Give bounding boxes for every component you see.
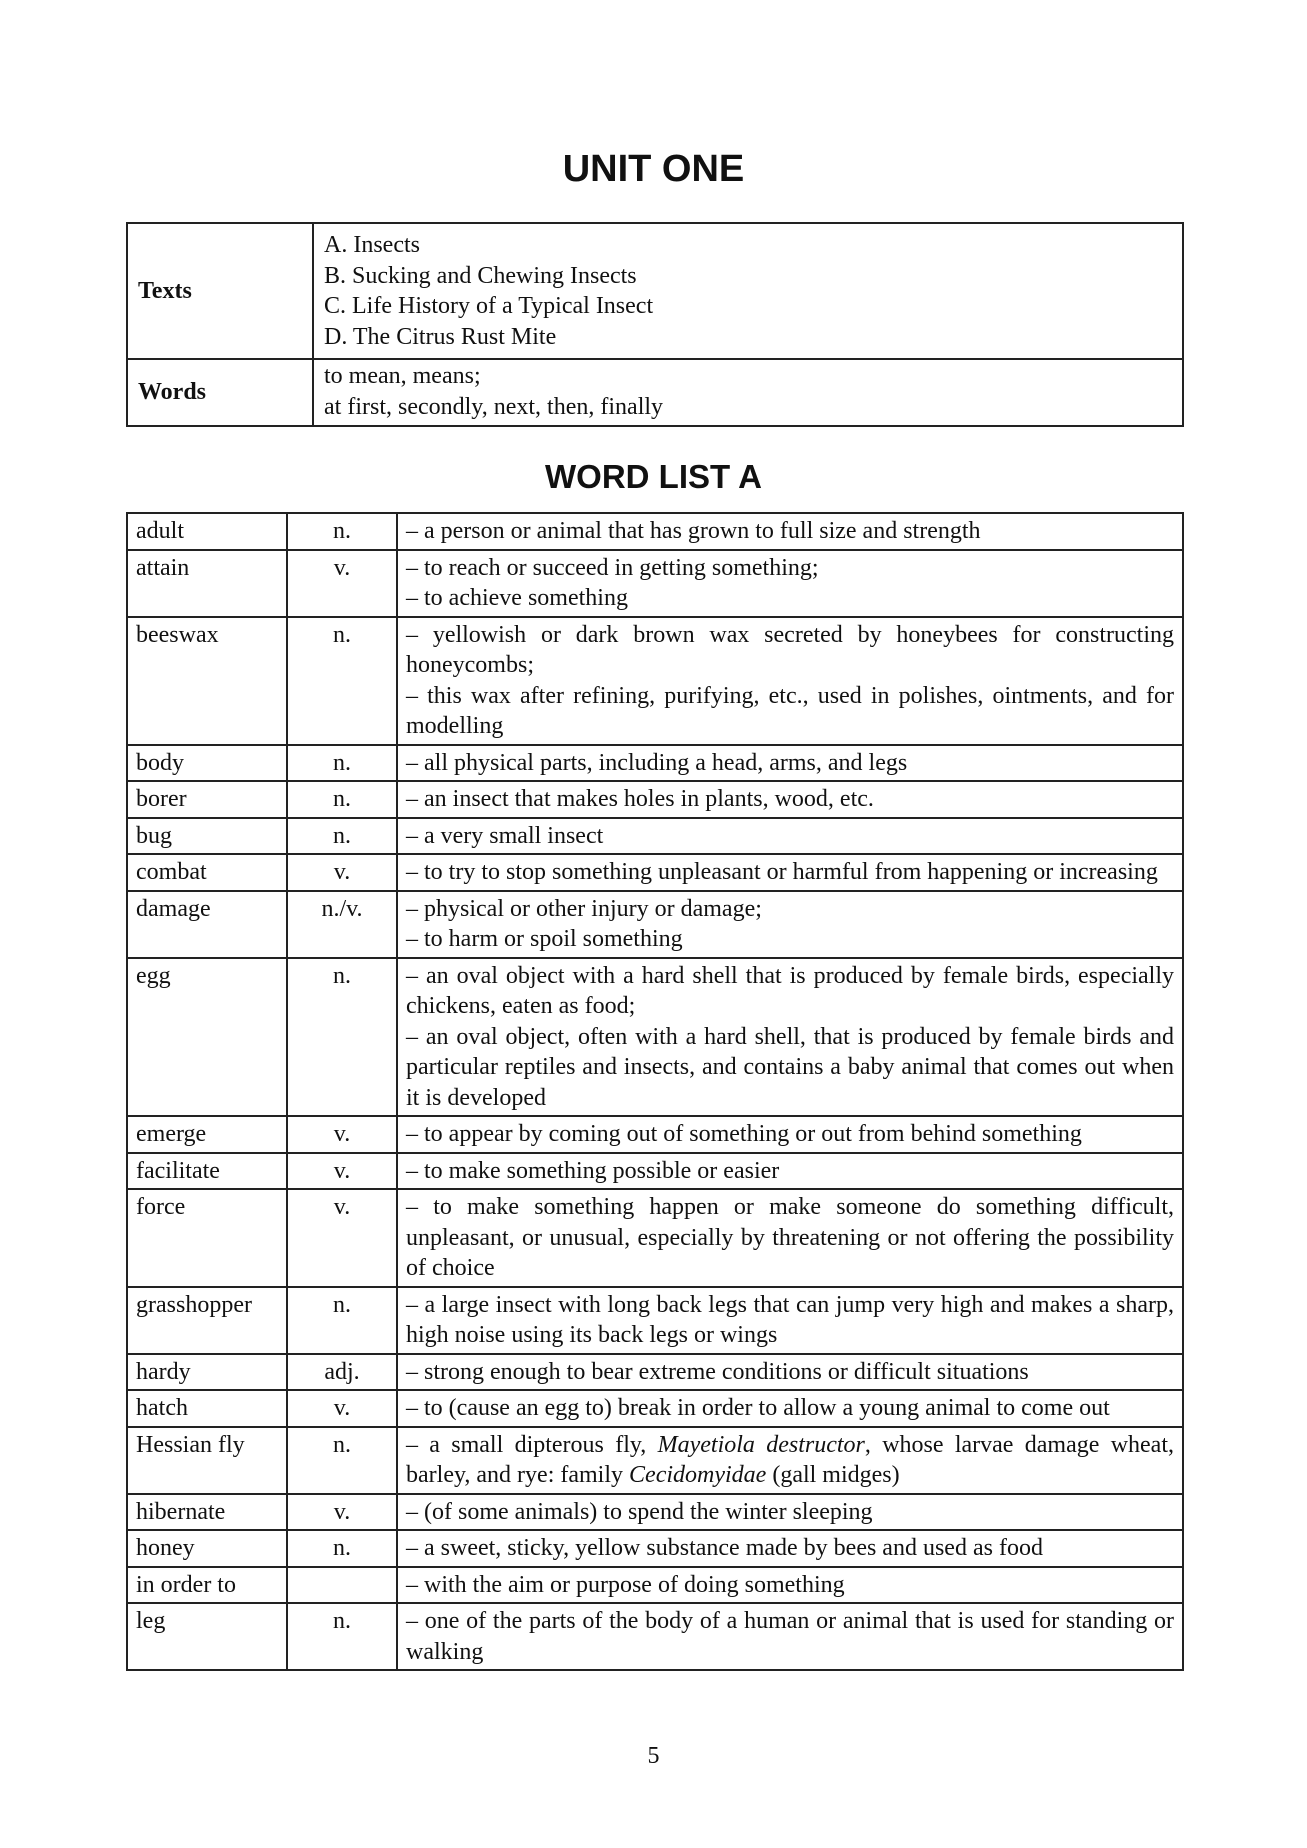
unit-overview-table (126, 222, 1184, 427)
part-of-speech-cell: n./v. (287, 891, 397, 958)
word-cell: honey (127, 1530, 287, 1567)
definition-line: – (of some animals) to spend the winter sleeping (406, 1498, 873, 1525)
text-item: C. Life History of a Typical Insect (324, 293, 654, 319)
definition-line: – physical or other injury or damage; (406, 895, 762, 922)
part-of-speech-cell: n. (287, 617, 397, 745)
table-row (127, 513, 1183, 550)
word-cell: attain (127, 550, 287, 617)
part-of-speech-cell: n. (287, 745, 397, 782)
part-of-speech-cell: v. (287, 1189, 397, 1287)
table-row (127, 1153, 1183, 1190)
table-row (127, 1189, 1183, 1287)
part-of-speech-cell: n. (287, 958, 397, 1117)
unit-title: UNIT ONE (562, 148, 745, 190)
definition-line: – all physical parts, including a head, arms, and legs (406, 749, 908, 776)
word-cell: egg (127, 958, 287, 1117)
word-cell: combat (127, 854, 287, 891)
part-of-speech-cell: n. (287, 818, 397, 855)
table-row (127, 854, 1183, 891)
table-row (127, 550, 1183, 617)
word-list-table (126, 512, 1184, 1671)
definition-line: – to make something happen or make someone do something difficult, unpleasant, or unusual, especially by threatening or not offering the possibility of choice (406, 1194, 1174, 1281)
word-cell: in order to (127, 1567, 287, 1604)
part-of-speech-cell: adj. (287, 1354, 397, 1391)
words-list (313, 359, 1183, 426)
table-row (127, 1530, 1183, 1567)
definition-cell (397, 1567, 1183, 1604)
part-of-speech-cell: v. (287, 550, 397, 617)
definition-cell (397, 1354, 1183, 1391)
part-of-speech-cell (287, 1567, 397, 1604)
texts-label: Texts (127, 223, 313, 359)
page-number: 5 (647, 1743, 660, 1769)
definition-line: – to appear by coming out of something or out from behind something (406, 1121, 1082, 1147)
definition-line: – an oval object with a hard shell that is produced by female birds, especially chickens, eaten as food; (406, 962, 1174, 1019)
word-cell: hibernate (127, 1494, 287, 1531)
definition-cell (397, 745, 1183, 782)
table-row (127, 891, 1183, 958)
definition-cell (397, 1189, 1183, 1287)
scientific-name: Cecidomyidae (629, 1462, 767, 1488)
definition-cell (397, 1153, 1183, 1190)
part-of-speech-cell: v. (287, 1116, 397, 1153)
table-row (127, 818, 1183, 855)
definition-line: – an insect that makes holes in plants, wood, etc. (406, 786, 874, 812)
definition-line (406, 1430, 1174, 1491)
definition-line: – a person or animal that has grown to full size and strength (406, 518, 981, 544)
word-cell: borer (127, 781, 287, 818)
definition-cell (397, 1530, 1183, 1567)
definition-cell (397, 818, 1183, 855)
definition-cell (397, 617, 1183, 745)
definition-line: – yellowish or dark brown wax secreted by honeybees for constructing honeycombs; (406, 621, 1174, 678)
words-row (127, 359, 1183, 426)
word-cell: body (127, 745, 287, 782)
definition-cell (397, 1427, 1183, 1494)
definition-line: – to make something possible or easier (406, 1157, 780, 1184)
definition-line: – a very small insect (406, 822, 604, 849)
part-of-speech-cell: n. (287, 513, 397, 550)
table-row (127, 1603, 1183, 1670)
definition-line: – one of the parts of the body of a human or animal that is used for standing or walking (406, 1608, 1174, 1665)
word-cell: beeswax (127, 617, 287, 745)
word-cell: force (127, 1189, 287, 1287)
part-of-speech-cell: n. (287, 1287, 397, 1354)
part-of-speech-cell: v. (287, 1153, 397, 1190)
table-row (127, 1427, 1183, 1494)
part-of-speech-cell: v. (287, 1390, 397, 1427)
definition-text: (gall midges) (766, 1462, 900, 1488)
table-row (127, 781, 1183, 818)
word-list-body (127, 513, 1183, 1670)
word-cell: adult (127, 513, 287, 550)
words-item: to mean, means; (324, 363, 481, 389)
definition-line: – with the aim or purpose of doing something (406, 1571, 845, 1598)
definition-cell (397, 1287, 1183, 1354)
definition-line: – to achieve something (406, 585, 628, 611)
definition-line: – this wax after refining, purifying, etc., used in polishes, ointments, and for modelling (406, 682, 1174, 739)
scientific-name: Mayetiola destructor (657, 1431, 865, 1458)
table-row (127, 617, 1183, 745)
definition-text: , whose larvae damage wheat, barley, and rye: family (406, 1431, 1174, 1488)
definition-cell (397, 781, 1183, 818)
word-cell: leg (127, 1603, 287, 1670)
text-item: D. The Citrus Rust Mite (324, 323, 557, 350)
table-row (127, 1494, 1183, 1531)
part-of-speech-cell: n. (287, 1603, 397, 1670)
table-row (127, 1390, 1183, 1427)
table-row (127, 1116, 1183, 1153)
part-of-speech-cell: n. (287, 781, 397, 818)
definition-cell (397, 958, 1183, 1117)
texts-row (127, 223, 1183, 359)
table-row (127, 745, 1183, 782)
definition-line: – to (cause an egg to) break in order to allow a young animal to come out (406, 1395, 1110, 1421)
table-row (127, 1567, 1183, 1604)
table-row (127, 958, 1183, 1117)
definition-cell (397, 1603, 1183, 1670)
text-item: A. Insects (324, 232, 420, 258)
definition-line: – an oval object, often with a hard shell, that is produced by female birds and particular reptiles and insects, and contains a baby animal that comes out when it is developed (406, 1023, 1174, 1111)
word-cell: facilitate (127, 1153, 287, 1190)
definition-line: – to harm or spoil something (406, 926, 683, 952)
definition-line: – to try to stop something unpleasant or harmful from happening or increasing (406, 859, 1158, 885)
definition-line: – to reach or succeed in getting something; (406, 554, 819, 581)
definition-line: – strong enough to bear extreme conditions or difficult situations (406, 1358, 1029, 1385)
part-of-speech-cell: n. (287, 1530, 397, 1567)
definition-cell (397, 854, 1183, 891)
word-cell: hatch (127, 1390, 287, 1427)
definition-text: – a small dipterous fly, (406, 1431, 658, 1458)
words-label: Words (127, 359, 313, 426)
text-item: B. Sucking and Chewing Insects (324, 262, 637, 289)
word-cell: emerge (127, 1116, 287, 1153)
definition-cell (397, 550, 1183, 617)
word-cell: grasshopper (127, 1287, 287, 1354)
table-row (127, 1354, 1183, 1391)
word-cell: damage (127, 891, 287, 958)
words-item: at first, secondly, next, then, finally (324, 393, 664, 420)
definition-cell (397, 513, 1183, 550)
definition-cell (397, 891, 1183, 958)
part-of-speech-cell: v. (287, 854, 397, 891)
definition-line: – a sweet, sticky, yellow substance made by bees and used as food (406, 1535, 1043, 1561)
part-of-speech-cell: v. (287, 1494, 397, 1531)
word-cell: Hessian fly (127, 1427, 287, 1494)
definition-cell (397, 1494, 1183, 1531)
definition-cell (397, 1390, 1183, 1427)
word-cell: hardy (127, 1354, 287, 1391)
texts-list (313, 223, 1183, 359)
definition-cell (397, 1116, 1183, 1153)
word-list-title: WORD LIST A (545, 458, 762, 495)
part-of-speech-cell: n. (287, 1427, 397, 1494)
word-cell: bug (127, 818, 287, 855)
table-row (127, 1287, 1183, 1354)
definition-line: – a large insect with long back legs that can jump very high and makes a sharp, high noise using its back legs or wings (406, 1291, 1174, 1348)
